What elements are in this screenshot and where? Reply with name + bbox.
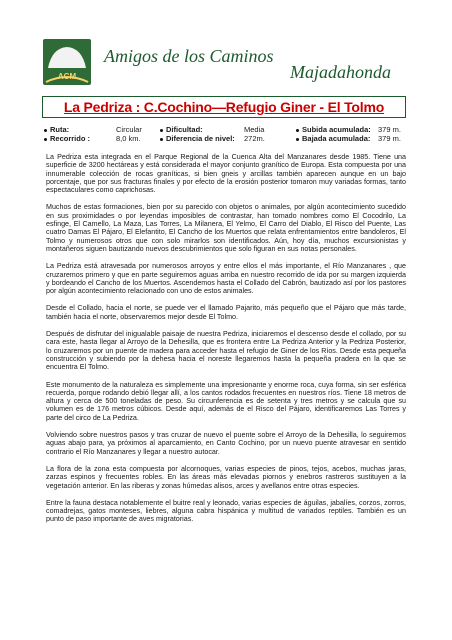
stat-dificultad-value: Media xyxy=(244,125,265,134)
stat-ruta-label: Ruta: xyxy=(50,125,70,134)
club-name: Amigos de los Caminos xyxy=(104,46,274,66)
stat-dificultad xyxy=(160,125,203,134)
bullet-icon xyxy=(44,129,47,132)
paragraph: Muchos de estas formaciones, bien por su parecido con objetos o animales, por algún acontecimiento sucedido en sus proximidades o por leyendas imposibles de contrastar, han tomado nombres como El Cocodrilo, La esfinge, El Camello, La Maza, Las Torres, La Milanera, El Yelmo, El Carro del Diablo, El Risco del Puente, Las cuatro Damas El Pájaro, El Elefantito, El Cancho de los Muertos que relata enfrentamientos entre bandoleros, El Tolmo y numerosos otros que con solo mirarlos son identificados. Aún, hoy día, muchos excursionistas y montañeros siguen bautizando nuevos descubrimientos que solo figuran en sus notas personales. xyxy=(46,203,406,253)
paragraph: La Pedriza esta integrada en el Parque Regional de la Cuenca Alta del Manzanares desde 1985. Tiene una superficie de 3200 hectáreas y está considerada el mayor conjunto granítico de Europa. Esta compuesta por una innumerable colección de rocas graníticas, si bien gneis y arcillas también aparecen aunque en un bajo porcentaje, que por sus fracturas finales y por efecto de la erosión posterior tomaron muy variadas formas, tanto espectaculares como caprichosas. xyxy=(46,153,406,195)
bullet-icon xyxy=(44,138,47,141)
bullet-icon xyxy=(296,138,299,141)
stat-recorrido xyxy=(44,134,90,143)
stat-diferencia xyxy=(160,134,235,143)
paragraph: Desde el Collado, hacia el norte, se puede ver el llamado Pajarito, más pequeño que el Pájaro que más tarde, también hacia el norte, observaremos mejor desde El Tolmo. xyxy=(46,304,406,321)
stat-ruta xyxy=(44,125,69,134)
logo-text: ACM xyxy=(57,72,77,81)
bullet-icon xyxy=(160,138,163,141)
stat-subida xyxy=(296,125,371,134)
stat-bajada-label: Bajada acumulada: xyxy=(302,134,371,143)
stat-recorrido-value: 8,0 km. xyxy=(116,134,141,143)
stat-subida-label: Subida acumulada: xyxy=(302,125,371,134)
header xyxy=(0,0,452,92)
stat-recorrido-label: Recorrido : xyxy=(50,134,91,143)
stat-dificultad-label: Dificultad: xyxy=(166,125,203,134)
paragraph: Después de disfrutar del inigualable paisaje de nuestra Pedriza, iniciaremos el descenso desde el collado, por su cara este, hasta llegar al Arroyo de la Dehesilla, que es frontera entre La Pedriza Anterior y la Pedriza Posterior, lo cruzaremos por un puente de madera para acceder hasta el refugio de Giner de los Ríos. Desde esta pequeña construcción y subiendo por la dehesa hacia el noreste llegaremos hasta la pequeña pradera en la que se encuentra El Tolmo. xyxy=(46,330,406,372)
title-box xyxy=(42,96,406,118)
paragraph: La Pedriza está atravesada por numerosos arroyos y entre ellos el más importante, el Río Manzanares , que cruzaremos primero y que en parte seguiremos aguas arriba en nuestro recorrido de ida por su margen izquierda y bordeando el Cancho de los Muertos. Ascendemos hasta el Collado del Cabrón, bautizado así por los pastores por algún acontecimiento relacionado con uno de estos animales. xyxy=(46,262,406,296)
paragraph: La flora de la zona esta compuesta por alcornoques, varias especies de pinos, tejos, acebos, muchas jaras, zarzas espinos y frecuentes robles. En las áreas más elevadas piornos y enebros rastreros sustituyen a la vegetación anterior. En las riberas y zonas húmedas alisos, arces y avellanos entre otras especies. xyxy=(46,464,406,490)
article-body xyxy=(46,153,406,533)
stat-bajada-value: 379 m. xyxy=(378,134,401,143)
stat-diferencia-label: Diferencia de nivel: xyxy=(166,134,235,143)
stat-ruta-value: Circular xyxy=(116,125,142,134)
stat-diferencia-value: 272m. xyxy=(244,134,265,143)
club-logo xyxy=(42,38,92,86)
paragraph: Entre la fauna destaca notablemente el buitre real y leonado, varias especies de águilas, jabalíes, corzos, zorros, comadrejas, gatos monteses, liebres, alguna cabra hispánica y multitud de variados reptiles. También es un punto de paso importante de aves migratorias. xyxy=(46,498,406,524)
club-town: Majadahonda xyxy=(290,62,391,82)
paragraph: Este monumento de la naturaleza es simplemente una impresionante y enorme roca, cuya forma, sin ser esférica recuerda, porque rodando debió llegar allí, a los cantos rodados frecuentes en nuestros ríos. Tiene 18 metros de altura y cerca de 500 toneladas de peso. Su circunferencia es de setenta y tres metros y se calcula que su volumen es de 176 metros cúbicos. Desde aquí, además de el Risco del Pájaro, identificaremos Las Torres y parte del circo de La Pedriza. xyxy=(46,380,406,422)
bullet-icon xyxy=(296,129,299,132)
stat-bajada xyxy=(296,134,370,143)
paragraph: Volviendo sobre nuestros pasos y tras cruzar de nuevo el puente sobre el Arroyo de la Dehesilla, lo seguiremos aguas abajo para, ya próximos al aparcamiento, en Canto Cochino, por un nuevo puente atravesar en sentido contrario el Río Manzanares y llegar a nuestro autocar. xyxy=(46,431,406,456)
bullet-icon xyxy=(160,129,163,132)
stat-subida-value: 379 m. xyxy=(378,125,401,134)
page-title: La Pedriza : C.Cochino—Refugio Giner - El Tolmo xyxy=(63,99,385,115)
